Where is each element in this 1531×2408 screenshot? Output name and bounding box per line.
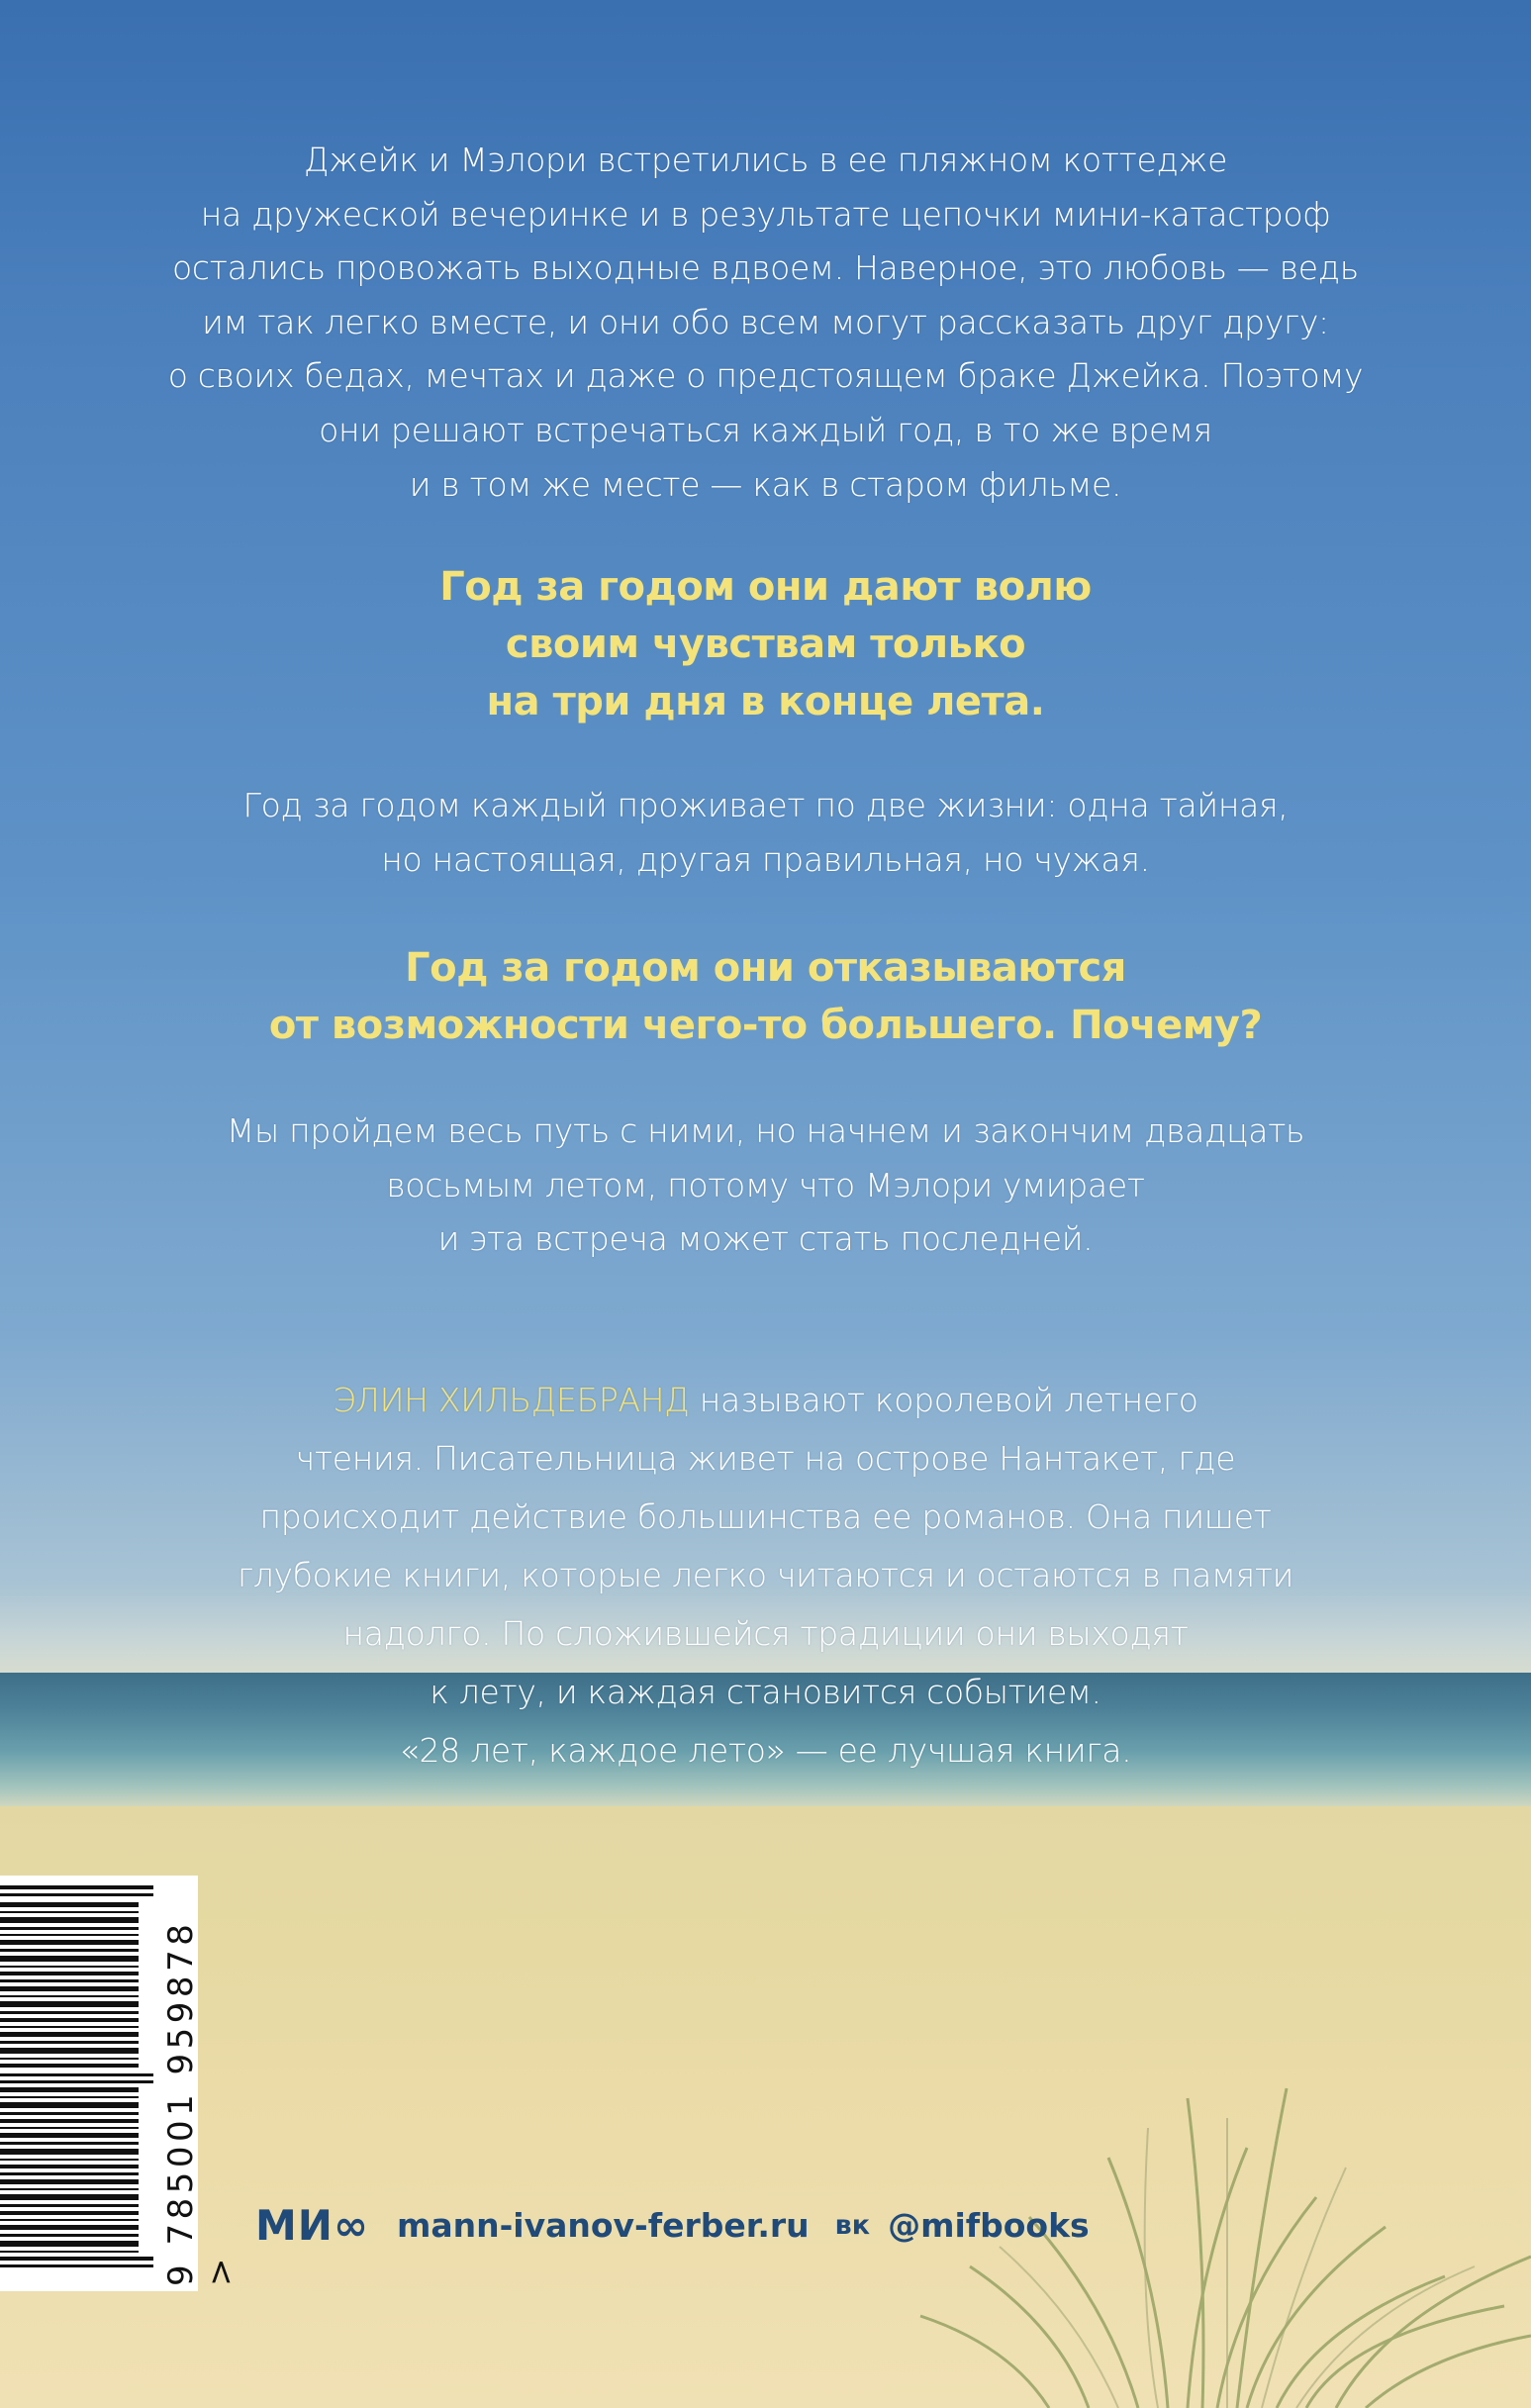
social-handle-link[interactable]: @mifbooks (888, 2205, 1090, 2245)
author-bio-line: происходит действие большинства ее романов. Она пишет (259, 1497, 1272, 1536)
author-bio-line: надолго. По сложившейся традиции они выходят (342, 1614, 1189, 1653)
headline-line: Год за годом они дают волю (439, 564, 1092, 610)
publisher-footer (255, 2200, 1090, 2250)
barcode-bars (0, 1876, 158, 2291)
text-line: и в том же месте — как в старом фильме. (409, 464, 1122, 504)
publisher-website-link[interactable]: mann-ivanov-ferber.ru (396, 2205, 810, 2245)
isbn-barcode (0, 1876, 240, 2291)
text-line: о своих бедах, мечтах и даже о предстоящем браке Джейка. Поэтому (167, 356, 1364, 396)
author-bio (119, 1371, 1412, 1780)
headline-line: на три дня в конце лета. (486, 679, 1045, 724)
author-bio-line (119, 1371, 1412, 1429)
headline-1 (119, 558, 1412, 730)
text-line: Мы пройдем весь путь с ними, но начнем и закончим двадцать (226, 1111, 1305, 1150)
author-bio-first-line: называют королевой летнего (689, 1381, 1198, 1419)
author-bio-line: чтения. Писательница живет на острове Нантакет, где (295, 1439, 1236, 1478)
text-line: на дружеской вечеринке и в результате цепочки мини-катастроф (200, 194, 1331, 234)
text-line: Джейк и Мэлори встретились в ее пляжном коттедже (303, 141, 1228, 179)
description-paragraph-1 (119, 134, 1412, 512)
barcode-digits: 9 785001 959878 > (161, 1919, 240, 2286)
author-bio-line: глубокие книги, которые легко читаются и остаются в памяти (237, 1556, 1294, 1594)
headline-line: от возможности чего-то большего. Почему? (268, 1003, 1263, 1048)
text-line: восьмым летом, потому что Мэлори умирает (386, 1165, 1145, 1204)
text-line: они решают встречаться каждый год, в то же время (319, 410, 1212, 449)
author-bio-line: к лету, и каждая становится событием. (430, 1673, 1101, 1711)
vk-icon[interactable]: вк (834, 2209, 871, 2241)
headline-2 (119, 939, 1412, 1054)
text-line: но настоящая, другая правильная, но чужая. (381, 839, 1150, 879)
author-bio-line: «28 лет, каждое лето» — ее лучшая книга. (399, 1731, 1132, 1770)
publisher-logo: МИ∞ (255, 2200, 369, 2250)
author-name: ЭЛИН ХИЛЬДЕБРАНД (333, 1381, 690, 1419)
text-line: и эта встреча может стать последней. (437, 1219, 1094, 1259)
headline-line: своим чувствам только (505, 622, 1026, 667)
headline-line: Год за годом они отказываются (405, 945, 1126, 991)
description-paragraph-2 (119, 779, 1412, 887)
text-line: остались провожать выходные вдвоем. Наверное, это любовь — ведь (172, 248, 1359, 288)
text-line: Год за годом каждый проживает по две жизни: одна тайная, (242, 786, 1289, 824)
text-line: им так легко вместе, и они обо всем могут рассказать друг другу: (202, 302, 1329, 341)
description-paragraph-3 (119, 1105, 1412, 1267)
